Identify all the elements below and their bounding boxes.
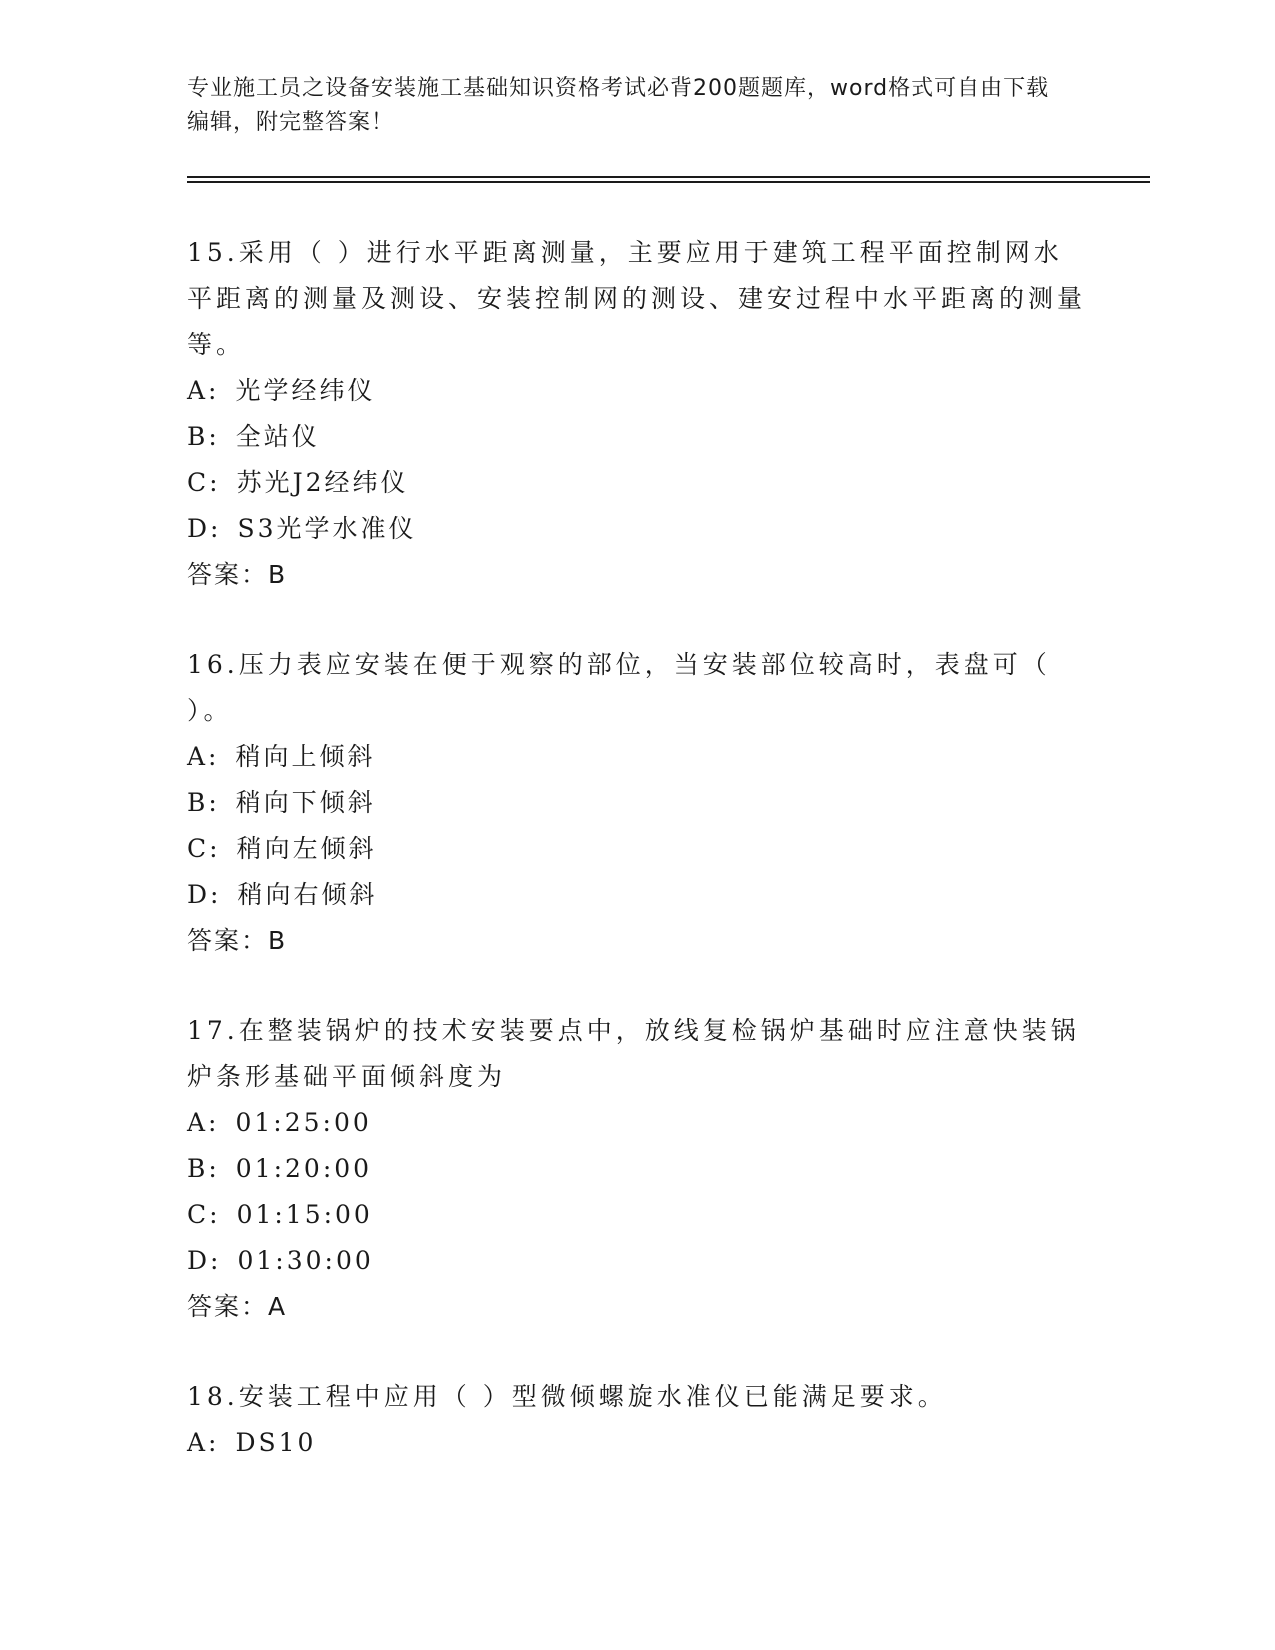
question-stem: 18.安装工程中应用（ ）型微倾螺旋水准仪已能满足要求。 bbox=[187, 1382, 947, 1411]
option-key: C: bbox=[187, 834, 221, 863]
question-stem: 17.在整装锅炉的技术安装要点中，放线复检锅炉基础时应注意快装锅炉条形基础平面倾斜度为 bbox=[187, 1016, 1080, 1091]
question-18 bbox=[187, 1374, 1087, 1466]
option-text: 01:25:00 bbox=[235, 1108, 372, 1137]
header-divider-top bbox=[187, 176, 1150, 178]
question-stem: 15.采用（ ）进行水平距离测量，主要应用于建筑工程平面控制网水平距离的测量及测设、安装控制网的测设、建安过程中水平距离的测量等。 bbox=[187, 238, 1087, 359]
option-key: C: bbox=[187, 1200, 221, 1229]
question-16 bbox=[187, 642, 1087, 964]
question-list bbox=[187, 230, 1087, 1510]
option-a bbox=[187, 1100, 1087, 1146]
option-text: 稍向下倾斜 bbox=[235, 788, 376, 817]
option-b bbox=[187, 1146, 1087, 1192]
option-text: 稍向左倾斜 bbox=[236, 834, 377, 863]
document-header: 专业施工员之设备安装施工基础知识资格考试必背200题题库，word格式可自由下载编辑，附完整答案！ bbox=[187, 76, 1050, 135]
option-text: S3光学水准仪 bbox=[237, 514, 417, 543]
answer-line: 答案：A bbox=[187, 1292, 288, 1321]
option-text: 稍向右倾斜 bbox=[237, 880, 378, 909]
option-a bbox=[187, 734, 1087, 780]
option-a bbox=[187, 368, 1087, 414]
option-text: 01:30:00 bbox=[237, 1246, 374, 1275]
option-text: 01:20:00 bbox=[235, 1154, 373, 1183]
option-text: 苏光J2经纬仪 bbox=[236, 468, 409, 497]
option-a bbox=[187, 1420, 1087, 1466]
option-key: A: bbox=[187, 1108, 220, 1137]
answer-line: 答案：B bbox=[187, 560, 288, 589]
option-text: 稍向上倾斜 bbox=[235, 742, 376, 771]
header-divider-bottom bbox=[187, 181, 1150, 183]
option-b bbox=[187, 414, 1087, 460]
option-d bbox=[187, 506, 1087, 552]
option-c bbox=[187, 826, 1087, 872]
option-key: B: bbox=[187, 1154, 220, 1183]
option-key: D: bbox=[187, 1246, 222, 1275]
question-15 bbox=[187, 230, 1087, 598]
option-key: A: bbox=[187, 1428, 220, 1457]
option-b bbox=[187, 780, 1087, 826]
option-d bbox=[187, 1238, 1087, 1284]
option-d bbox=[187, 872, 1087, 918]
option-text: DS10 bbox=[235, 1428, 317, 1457]
option-c bbox=[187, 460, 1087, 506]
question-stem: 16.压力表应安装在便于观察的部位，当安装部位较高时，表盘可（ ）。 bbox=[187, 650, 1051, 725]
option-text: 01:15:00 bbox=[236, 1200, 373, 1229]
option-key: C: bbox=[187, 468, 221, 497]
option-key: A: bbox=[187, 742, 220, 771]
answer-line: 答案：B bbox=[187, 926, 288, 955]
option-key: A: bbox=[187, 376, 220, 405]
option-key: B: bbox=[187, 788, 220, 817]
option-text: 全站仪 bbox=[235, 422, 320, 451]
option-key: B: bbox=[187, 422, 220, 451]
option-key: D: bbox=[187, 514, 222, 543]
question-17 bbox=[187, 1008, 1087, 1330]
option-text: 光学经纬仪 bbox=[235, 376, 376, 405]
option-c bbox=[187, 1192, 1087, 1238]
option-key: D: bbox=[187, 880, 222, 909]
